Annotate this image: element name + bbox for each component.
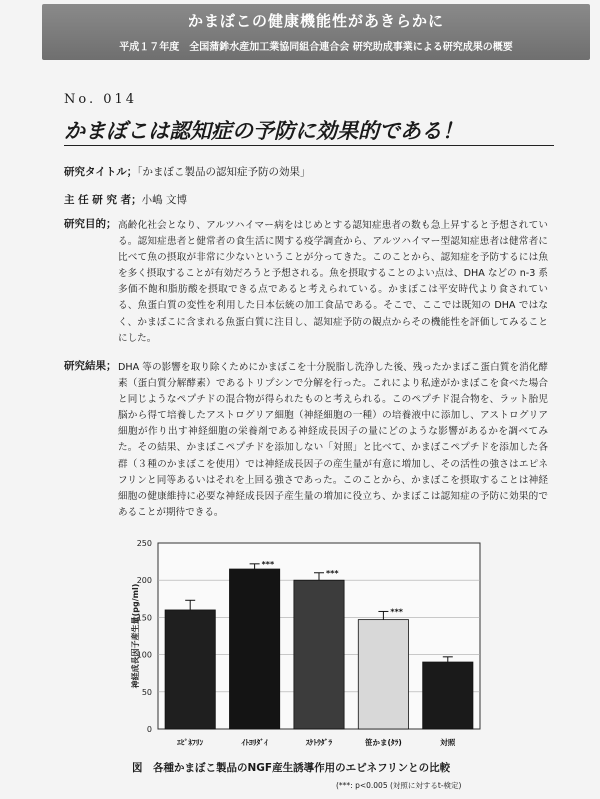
x-tick-label: ｴﾋﾟﾈﾌﾘﾝ xyxy=(177,738,204,747)
y-axis-label: 神経成長因子産生量(pg/ml) xyxy=(131,583,140,689)
results-text: DHA 等の影響を取り除くためにかまぼこを十分脱脂し洗浄した後、残ったかまぼこ蛋白質を消化酵素（蛋白質分解酵素）であるトリプシンで分解を行った。これにより私達がかまぼこを食べた場合と同じようなペプチドの混合物が得られたものと考えられる。このペプチド混合物を、ラット胎児脳から得て培養したアストログリア細胞（神経細胞の一種）の培養液中に添加し、アストログリア細胞が作り出す神経細胞の栄養剤である神経成長因子の量にどのような影響があるかを調べてみた。その結果、かまぼこペプチドを添加しない「対照」と比べて、かまぼこペプチドを添加した各群（３種のかまぼこを使用）では神経成長因子の産生量が有意に増加し、その活性の強さはエピネフリンと同等あるいはそれを上回る強さであった。このことから、かまぼこを摂取することは神経細胞の健康維持に必要な神経成長因子産生量の増加に役立ち、かまぼこは認知症の予防に効果的であることが期待できる。 xyxy=(118,362,548,518)
main-title: かまぼこは認知症の予防に効果的である！ xyxy=(64,118,463,143)
research-title-field xyxy=(64,164,311,179)
y-tick-label: 150 xyxy=(136,613,152,623)
y-tick-label: 250 xyxy=(136,539,152,548)
bar xyxy=(229,569,279,729)
researcher-field xyxy=(64,192,187,207)
x-tick-label: 対照 xyxy=(440,738,456,747)
significance-label: *** xyxy=(326,568,339,578)
report-number: No. 014 xyxy=(64,92,138,107)
header-banner xyxy=(42,4,590,60)
ngf-bar-chart xyxy=(100,533,500,763)
y-tick-label: 200 xyxy=(136,576,152,586)
x-tick-label: 笹かま(ﾀﾗ) xyxy=(364,738,402,747)
research-title-value: 「かまぼこ製品の認知症予防の効果」 xyxy=(137,166,311,178)
y-tick-label: 50 xyxy=(141,687,152,697)
y-tick-label: 0 xyxy=(146,725,152,734)
figure-caption: 図 各種かまぼこ製品のNGF産生誘導作用のエピネフリンとの比較 xyxy=(132,762,451,774)
purpose-label: 研究目的； xyxy=(64,218,117,230)
significance-label: *** xyxy=(390,607,403,617)
title-underline xyxy=(64,145,554,146)
researcher-value: 小嶋 文博 xyxy=(141,194,187,206)
bar xyxy=(294,580,344,729)
significance-label: *** xyxy=(261,559,275,569)
banner-subtitle: 平成１７年度 全国蒲鉾水産加工業協同組合連合会 研究助成事業による研究成果の概要 xyxy=(119,42,513,53)
banner-title: かまぼこの健康機能性があきらかに xyxy=(187,12,444,30)
bar xyxy=(358,620,408,729)
researcher-label: 主 任 研 究 者； xyxy=(64,194,142,206)
chart-svg xyxy=(100,533,500,763)
research-title-label: 研究タイトル； xyxy=(64,166,138,178)
y-tick-label: 100 xyxy=(136,650,152,660)
bar xyxy=(423,662,473,729)
purpose-text: 高齢化社会となり、アルツハイマー病をはじめとする認知症患者の数も急上昇すると予想されている。認知症患者と健常者の食生活に関する疫学調査から、アルツハイマー型認知症患者は健常者に比べて魚の摂取が非常に少ないということが分ってきた。このことから、認知症を予防するには魚を多く摂取することが有効だろうと予想される。魚を摂取することのよい点は、DHA などの n-3 系多価不飽和脂肪酸を摂取できる点であると考えられている。かまぼこは平安時代より食されている、魚蛋白質の変性を利用した日本伝統の加工食品である。そこで、ここでは既知の DHA ではなく、かまぼこに含まれる魚蛋白質に注目し、認知症予防の観点からその機能性を評価してみることにした。 xyxy=(118,220,548,344)
x-tick-label: ｽｹﾄｳﾀﾞﾗ xyxy=(305,738,333,747)
results-label: 研究結果； xyxy=(64,360,117,372)
figure-note: (***: p<0.005 (対照に対するt-検定) xyxy=(336,781,462,790)
x-tick-label: ｲﾄﾖﾘﾀﾞｲ xyxy=(241,738,268,747)
bar xyxy=(165,610,215,729)
